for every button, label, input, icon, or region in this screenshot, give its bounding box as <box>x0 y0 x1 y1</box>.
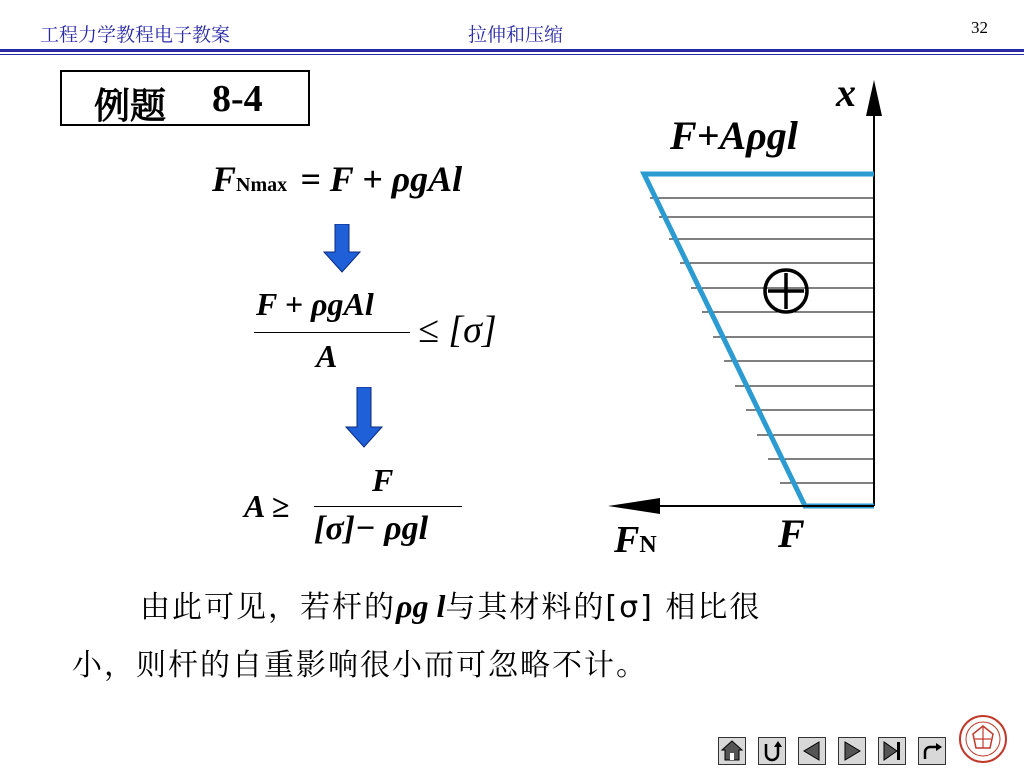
last-icon <box>879 738 905 764</box>
fn-axis-label <box>613 519 657 560</box>
chapter-title: 拉伸和压缩 <box>468 24 564 46</box>
formula3-fraction-bar <box>314 506 462 507</box>
example-title-box <box>60 70 310 126</box>
jump-icon <box>919 738 945 764</box>
next-icon <box>839 738 865 764</box>
bottom-value-label: F <box>778 511 805 556</box>
conclusion-text-a: 由此可见，若杆的 <box>140 590 396 625</box>
conclusion-text-c: 与其材料的[σ] 相比很 <box>445 590 762 625</box>
last-button[interactable] <box>878 737 906 765</box>
home-icon <box>719 738 745 764</box>
conclusion-math-rhogl: ρg l <box>396 588 446 624</box>
formula1-rhs: = F + ρgAl <box>300 159 463 199</box>
top-value-label: F+Aρgl <box>670 113 798 158</box>
jump-button[interactable] <box>918 737 946 765</box>
formula-stress-condition <box>250 286 520 386</box>
axial-force-diagram <box>600 70 900 560</box>
x-axis-arrowhead <box>866 80 882 116</box>
header-rule-thick <box>0 49 1024 52</box>
formula2-fraction-bar <box>254 332 410 333</box>
x-axis-label: x <box>836 70 856 115</box>
conclusion-line-1 <box>140 582 761 626</box>
formula-max-axial-force <box>212 158 462 200</box>
fn-axis-label-sub: N <box>639 532 657 558</box>
formula2-denominator: A <box>316 338 338 374</box>
conclusion-line-2: 小，则杆的自重影响很小而可忽略不计。 <box>72 648 648 683</box>
fn-axis-label-F: F <box>614 519 640 560</box>
formula2-rhs: ≤ [σ] <box>418 309 497 351</box>
return-icon <box>759 738 785 764</box>
formula3-numerator: F <box>372 462 394 498</box>
formula3-lhs: A ≥ <box>244 488 290 524</box>
example-title-label: 例题 <box>94 86 167 127</box>
hatching-lines <box>650 198 874 483</box>
course-title: 工程力学教程电子教案 <box>40 24 231 46</box>
university-seal-logo <box>958 714 1008 764</box>
formula2-numerator: F + ρgAl <box>256 286 374 322</box>
previous-icon <box>799 738 825 764</box>
formula1-F: F <box>212 159 237 199</box>
formula-area-condition <box>244 462 484 562</box>
fn-axis-arrowhead <box>608 498 660 514</box>
down-arrow-2 <box>344 387 384 449</box>
diagram-outline <box>644 174 874 506</box>
return-button[interactable] <box>758 737 786 765</box>
next-button[interactable] <box>838 737 866 765</box>
previous-button[interactable] <box>798 737 826 765</box>
formula1-subscript: Nmax <box>236 174 288 196</box>
page-number: 32 <box>971 18 988 37</box>
example-title-number: 8-4 <box>212 78 263 120</box>
home-button[interactable] <box>718 737 746 765</box>
formula3-denominator: [σ]− ρgl <box>314 510 429 547</box>
down-arrow-1 <box>322 224 362 274</box>
header-rule-thin <box>0 54 1024 55</box>
